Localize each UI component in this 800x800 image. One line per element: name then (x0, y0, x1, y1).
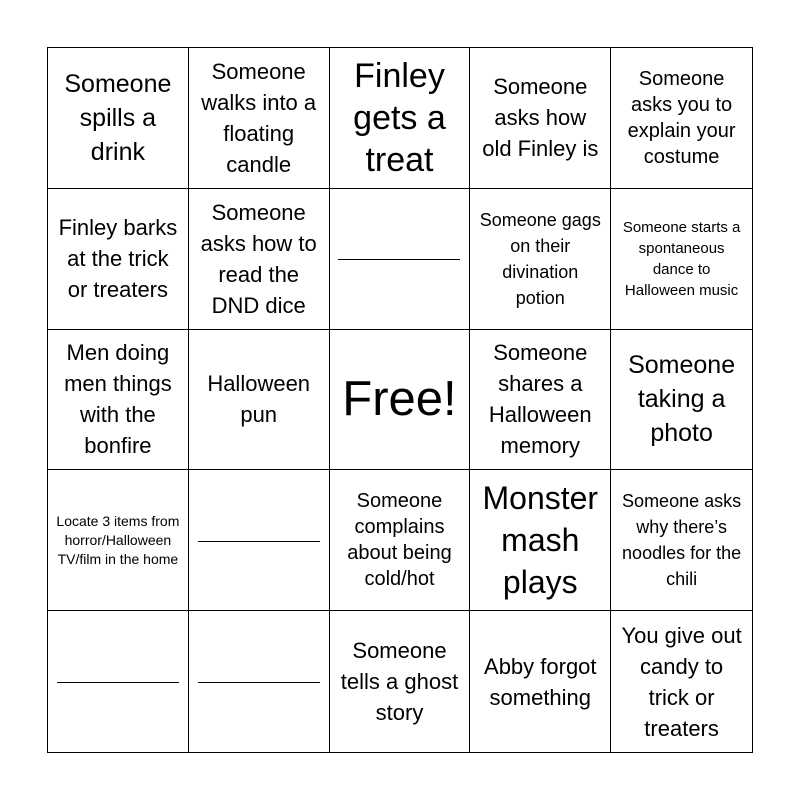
cell-text: Finley barks at the trick or treaters (58, 215, 178, 303)
bingo-board (47, 47, 753, 753)
bingo-cell[interactable] (611, 611, 752, 752)
bingo-cell[interactable] (189, 48, 330, 189)
bingo-cell[interactable] (611, 330, 752, 471)
bingo-cell[interactable] (611, 470, 752, 611)
cell-text: Someone starts a spontaneous dance to Halloween music (622, 218, 741, 299)
bingo-cell[interactable] (48, 48, 189, 189)
bingo-cell[interactable] (189, 330, 330, 471)
cell-text: Someone walks into a floating candle (201, 58, 317, 177)
bingo-cell[interactable] (330, 470, 471, 611)
cell-text: Someone gags on their divination potion (479, 209, 601, 308)
bingo-cell[interactable] (470, 611, 611, 752)
bingo-cell-blank[interactable] (330, 189, 471, 330)
cell-text: Locate 3 items from horror/Halloween TV/film in the home (56, 512, 180, 567)
bingo-cell-blank[interactable] (48, 611, 189, 752)
cell-text: Monster mash plays (482, 480, 599, 601)
cell-text: Finley gets a treat (353, 56, 446, 179)
cell-text: Halloween pun (207, 371, 311, 428)
bingo-cell[interactable] (330, 611, 471, 752)
bingo-cell[interactable] (48, 189, 189, 330)
bingo-cell[interactable] (470, 48, 611, 189)
cell-text: Someone shares a Halloween memory (488, 340, 592, 459)
bingo-cell[interactable] (470, 470, 611, 611)
bingo-cell[interactable] (48, 470, 189, 611)
bingo-cell[interactable] (48, 330, 189, 471)
cell-text: Someone tells a ghost story (340, 638, 459, 726)
bingo-cell-free[interactable] (330, 330, 471, 471)
cell-text: Someone asks how old Finley is (482, 74, 599, 162)
bingo-cell[interactable] (470, 189, 611, 330)
cell-text: Men doing men things with the bonfire (64, 340, 172, 459)
cell-text: Someone asks how to read the DND dice (200, 199, 317, 318)
bingo-cell-blank[interactable] (189, 470, 330, 611)
blank-line (198, 682, 320, 683)
cell-text: Someone taking a photo (628, 351, 736, 448)
blank-line (338, 259, 460, 260)
free-space-text: Free! (342, 372, 457, 427)
bingo-cell[interactable] (189, 189, 330, 330)
bingo-cell[interactable] (611, 189, 752, 330)
bingo-cell-blank[interactable] (189, 611, 330, 752)
cell-text: You give out candy to trick or treaters (621, 622, 742, 741)
cell-text: Abby forgot something (484, 653, 597, 710)
bingo-cell[interactable] (330, 48, 471, 189)
cell-text: Someone complains about being cold/hot (347, 490, 452, 591)
cell-text: Someone asks you to explain your costume (627, 67, 736, 168)
cell-text: Someone spills a drink (64, 69, 172, 166)
cell-text: Someone asks why there’s noodles for the chili (622, 491, 742, 590)
blank-line (57, 682, 179, 683)
bingo-cell[interactable] (470, 330, 611, 471)
blank-line (198, 541, 320, 542)
bingo-cell[interactable] (611, 48, 752, 189)
